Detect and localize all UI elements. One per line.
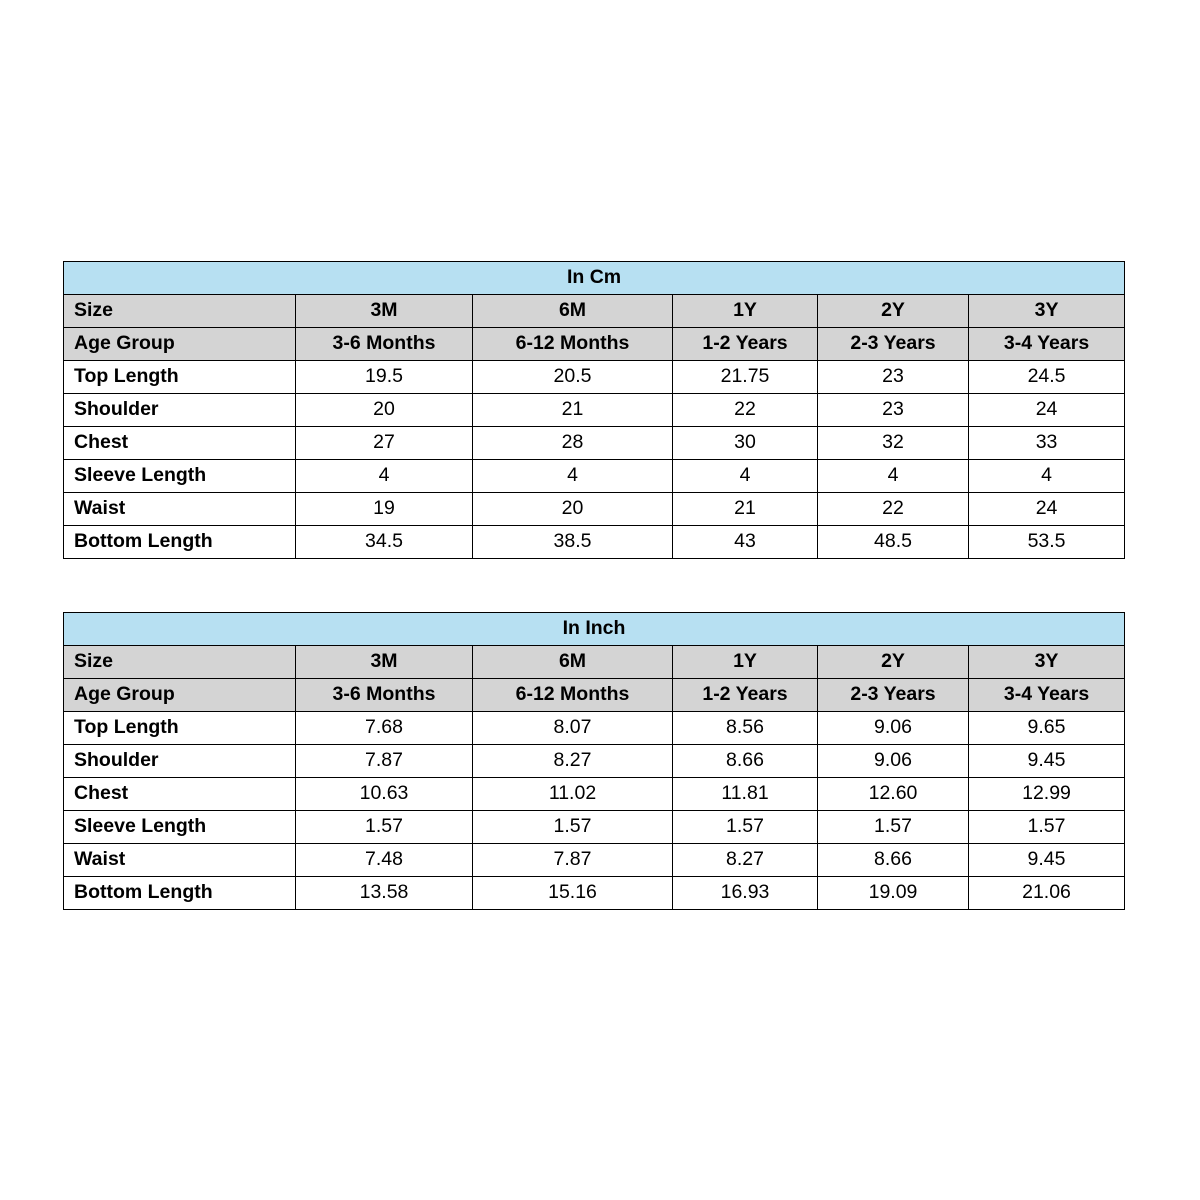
measure-label: Waist — [64, 844, 296, 877]
measure-value: 23 — [818, 361, 969, 394]
measure-value: 4 — [673, 460, 818, 493]
measure-value: 22 — [818, 493, 969, 526]
measure-value: 23 — [818, 394, 969, 427]
measure-value: 10.63 — [296, 778, 473, 811]
measure-value: 15.16 — [473, 877, 673, 910]
measure-value: 20 — [296, 394, 473, 427]
size-col-5: 3Y — [969, 646, 1125, 679]
measure-value: 4 — [296, 460, 473, 493]
measure-value: 9.65 — [969, 712, 1125, 745]
age-col-4: 2-3 Years — [818, 679, 969, 712]
table-gap-divider — [63, 559, 1124, 612]
table-row — [64, 526, 1125, 559]
age-col-5: 3-4 Years — [969, 679, 1125, 712]
measure-value: 4 — [818, 460, 969, 493]
measure-value: 24 — [969, 493, 1125, 526]
age-col-5: 3-4 Years — [969, 328, 1125, 361]
measure-value: 1.57 — [818, 811, 969, 844]
table-unit-header-inch: In Inch — [64, 613, 1125, 646]
measure-label: Shoulder — [64, 745, 296, 778]
measure-value: 38.5 — [473, 526, 673, 559]
measure-value: 7.68 — [296, 712, 473, 745]
measure-value: 48.5 — [818, 526, 969, 559]
measure-value: 28 — [473, 427, 673, 460]
measure-value: 13.58 — [296, 877, 473, 910]
measure-value: 7.87 — [296, 745, 473, 778]
row-header-size: Size — [64, 646, 296, 679]
table-row-size — [64, 646, 1125, 679]
row-header-age-group: Age Group — [64, 679, 296, 712]
measure-value: 21.06 — [969, 877, 1125, 910]
measure-label: Top Length — [64, 361, 296, 394]
row-header-size: Size — [64, 295, 296, 328]
size-col-2: 6M — [473, 295, 673, 328]
measure-value: 4 — [969, 460, 1125, 493]
measure-label: Chest — [64, 427, 296, 460]
measure-value: 11.81 — [673, 778, 818, 811]
age-col-3: 1-2 Years — [673, 679, 818, 712]
measure-value: 21.75 — [673, 361, 818, 394]
table-row — [64, 460, 1125, 493]
size-col-3: 1Y — [673, 295, 818, 328]
table-row-age-group — [64, 679, 1125, 712]
measure-value: 9.45 — [969, 745, 1125, 778]
measure-label: Chest — [64, 778, 296, 811]
measure-value: 34.5 — [296, 526, 473, 559]
table-unit-header-cm: In Cm — [64, 262, 1125, 295]
age-col-4: 2-3 Years — [818, 328, 969, 361]
measure-value: 1.57 — [673, 811, 818, 844]
measure-value: 8.27 — [473, 745, 673, 778]
table-unit-header-row — [64, 262, 1125, 295]
measure-value: 7.87 — [473, 844, 673, 877]
measure-value: 8.66 — [673, 745, 818, 778]
measure-value: 11.02 — [473, 778, 673, 811]
table-row — [64, 877, 1125, 910]
measure-value: 19.5 — [296, 361, 473, 394]
table-row — [64, 493, 1125, 526]
measure-label: Waist — [64, 493, 296, 526]
size-table-cm — [63, 261, 1125, 559]
size-table-inch — [63, 612, 1125, 910]
measure-value: 12.99 — [969, 778, 1125, 811]
measure-label: Bottom Length — [64, 877, 296, 910]
table-row — [64, 811, 1125, 844]
measure-value: 22 — [673, 394, 818, 427]
table-row — [64, 745, 1125, 778]
measure-value: 8.07 — [473, 712, 673, 745]
measure-value: 8.27 — [673, 844, 818, 877]
table-unit-header-row — [64, 613, 1125, 646]
measure-value: 9.06 — [818, 712, 969, 745]
measure-value: 32 — [818, 427, 969, 460]
measure-value: 20.5 — [473, 361, 673, 394]
measure-value: 9.06 — [818, 745, 969, 778]
size-col-4: 2Y — [818, 295, 969, 328]
measure-value: 1.57 — [473, 811, 673, 844]
size-col-5: 3Y — [969, 295, 1125, 328]
measure-label: Shoulder — [64, 394, 296, 427]
size-col-4: 2Y — [818, 646, 969, 679]
measure-label: Top Length — [64, 712, 296, 745]
table-row-age-group — [64, 328, 1125, 361]
measure-value: 1.57 — [969, 811, 1125, 844]
age-col-2: 6-12 Months — [473, 328, 673, 361]
table-row — [64, 394, 1125, 427]
size-col-3: 1Y — [673, 646, 818, 679]
measure-value: 53.5 — [969, 526, 1125, 559]
measure-value: 19 — [296, 493, 473, 526]
size-col-1: 3M — [296, 295, 473, 328]
table-row — [64, 844, 1125, 877]
measure-value: 8.56 — [673, 712, 818, 745]
measure-value: 1.57 — [296, 811, 473, 844]
measure-label: Sleeve Length — [64, 811, 296, 844]
size-col-1: 3M — [296, 646, 473, 679]
table-row — [64, 778, 1125, 811]
age-col-1: 3-6 Months — [296, 328, 473, 361]
table-row — [64, 712, 1125, 745]
measure-value: 21 — [673, 493, 818, 526]
table-row — [64, 427, 1125, 460]
table-row — [64, 361, 1125, 394]
row-header-age-group: Age Group — [64, 328, 296, 361]
measure-value: 16.93 — [673, 877, 818, 910]
measure-value: 7.48 — [296, 844, 473, 877]
age-col-3: 1-2 Years — [673, 328, 818, 361]
measure-value: 8.66 — [818, 844, 969, 877]
measure-value: 24.5 — [969, 361, 1125, 394]
measure-label: Sleeve Length — [64, 460, 296, 493]
measure-value: 12.60 — [818, 778, 969, 811]
measure-value: 43 — [673, 526, 818, 559]
measure-value: 30 — [673, 427, 818, 460]
age-col-2: 6-12 Months — [473, 679, 673, 712]
measure-value: 21 — [473, 394, 673, 427]
measure-value: 33 — [969, 427, 1125, 460]
measure-value: 20 — [473, 493, 673, 526]
age-col-1: 3-6 Months — [296, 679, 473, 712]
measure-value: 24 — [969, 394, 1125, 427]
table-row-size — [64, 295, 1125, 328]
size-col-2: 6M — [473, 646, 673, 679]
measure-value: 27 — [296, 427, 473, 460]
size-chart-tables — [63, 261, 1124, 910]
measure-value: 4 — [473, 460, 673, 493]
measure-label: Bottom Length — [64, 526, 296, 559]
measure-value: 9.45 — [969, 844, 1125, 877]
measure-value: 19.09 — [818, 877, 969, 910]
